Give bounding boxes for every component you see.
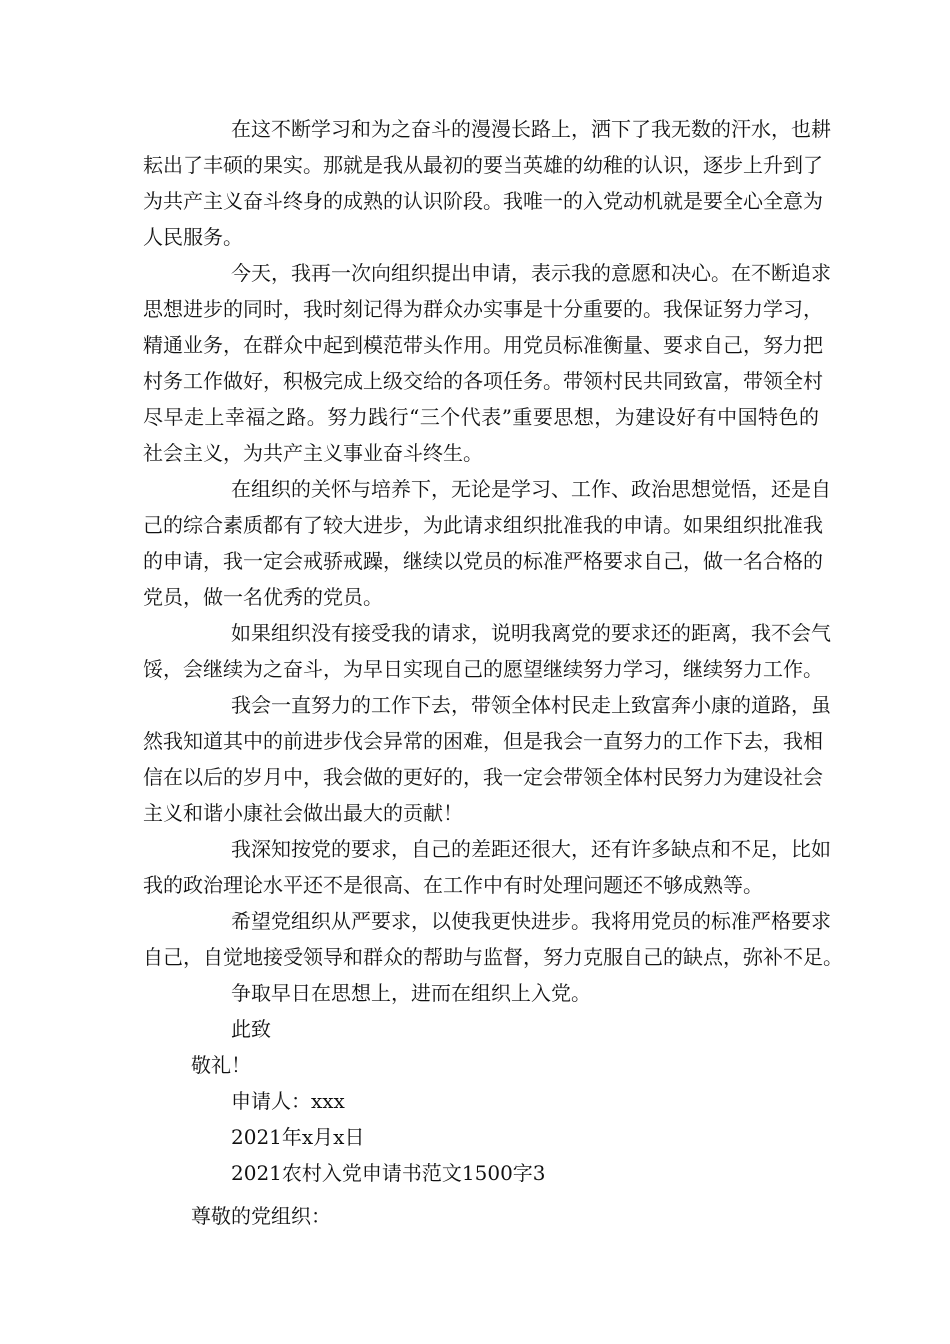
- para4-line2: 馁，会继续为之奋斗，为早日实现自己的愿望继续努力学习，继续努力工作。: [143, 657, 823, 681]
- salutation-cizhi: 此致: [231, 1017, 271, 1041]
- closing-line: 争取早日在思想上，进而在组织上入党。: [231, 981, 591, 1005]
- date-line: 2021年x月x日: [231, 1125, 365, 1149]
- para5-line1: 我会一直努力的工作下去，带领全体村民走上致富奔小康的道路，虽: [231, 693, 831, 717]
- salutation-jingli: 敬礼！: [191, 1053, 251, 1077]
- para1-line2: 耘出了丰硕的果实。那就是我从最初的要当英雄的幼稚的认识，逐步上升到了: [143, 153, 823, 177]
- para1-line1: 在这不断学习和为之奋斗的漫漫长路上，洒下了我无数的汗水，也耕: [231, 117, 831, 141]
- para2-line1: 今天，我再一次向组织提出申请，表示我的意愿和决心。在不断追求: [231, 261, 831, 285]
- para3-line1: 在组织的关怀与培养下，无论是学习、工作、政治思想觉悟，还是自: [231, 477, 831, 501]
- para5-line4: 主义和谐小康社会做出最大的贡献！: [143, 801, 463, 825]
- para5-line2: 然我知道其中的前进步伐会异常的困难，但是我会一直努力的工作下去，我相: [143, 729, 823, 753]
- para3-line3: 的申请，我一定会戒骄戒躁，继续以党员的标准严格要求自己，做一名合格的: [143, 549, 823, 573]
- para2-line3: 精通业务，在群众中起到模范带头作用。用党员标准衡量、要求自己，努力把: [143, 333, 823, 357]
- para5-line3: 信在以后的岁月中，我会做的更好的，我一定会带领全体村民努力为建设社会: [143, 765, 823, 789]
- para3-line4: 党员，做一名优秀的党员。: [143, 585, 383, 609]
- para2-line6: 社会主义，为共产主义事业奋斗终生。: [143, 441, 483, 465]
- para1-line3: 为共产主义奋斗终身的成熟的认识阶段。我唯一的入党动机就是要全心全意为: [143, 189, 823, 213]
- para6-line2: 我的政治理论水平还不是很高、在工作中有时处理问题还不够成熟等。: [143, 873, 763, 897]
- applicant-line: 申请人：xxx: [231, 1089, 345, 1113]
- para3-line2: 己的综合素质都有了较大进步，为此请求组织批准我的申请。如果组织批准我: [143, 513, 823, 537]
- para1-line4: 人民服务。: [143, 225, 243, 249]
- next-article-greeting: 尊敬的党组织：: [191, 1204, 331, 1228]
- para7-line1: 希望党组织从严要求，以使我更快进步。我将用党员的标准严格要求: [231, 909, 831, 933]
- para2-line4: 村务工作做好，积极完成上级交给的各项任务。带领村民共同致富，带领全村: [143, 369, 823, 393]
- para2-line2: 思想进步的同时，我时刻记得为群众办实事是十分重要的。我保证努力学习，: [143, 297, 823, 321]
- para6-line1: 我深知按党的要求，自己的差距还很大，还有许多缺点和不足，比如: [231, 837, 831, 861]
- para4-line1: 如果组织没有接受我的请求，说明我离党的要求还的距离，我不会气: [231, 621, 831, 645]
- para7-line2: 自己，自觉地接受领导和群众的帮助与监督，努力克服自己的缺点，弥补不足。: [143, 945, 843, 969]
- para2-line5: 尽早走上幸福之路。努力践行“三个代表”重要思想，为建设好有中国特色的: [143, 405, 819, 429]
- next-article-title: 2021农村入党申请书范文1500字3: [231, 1161, 546, 1185]
